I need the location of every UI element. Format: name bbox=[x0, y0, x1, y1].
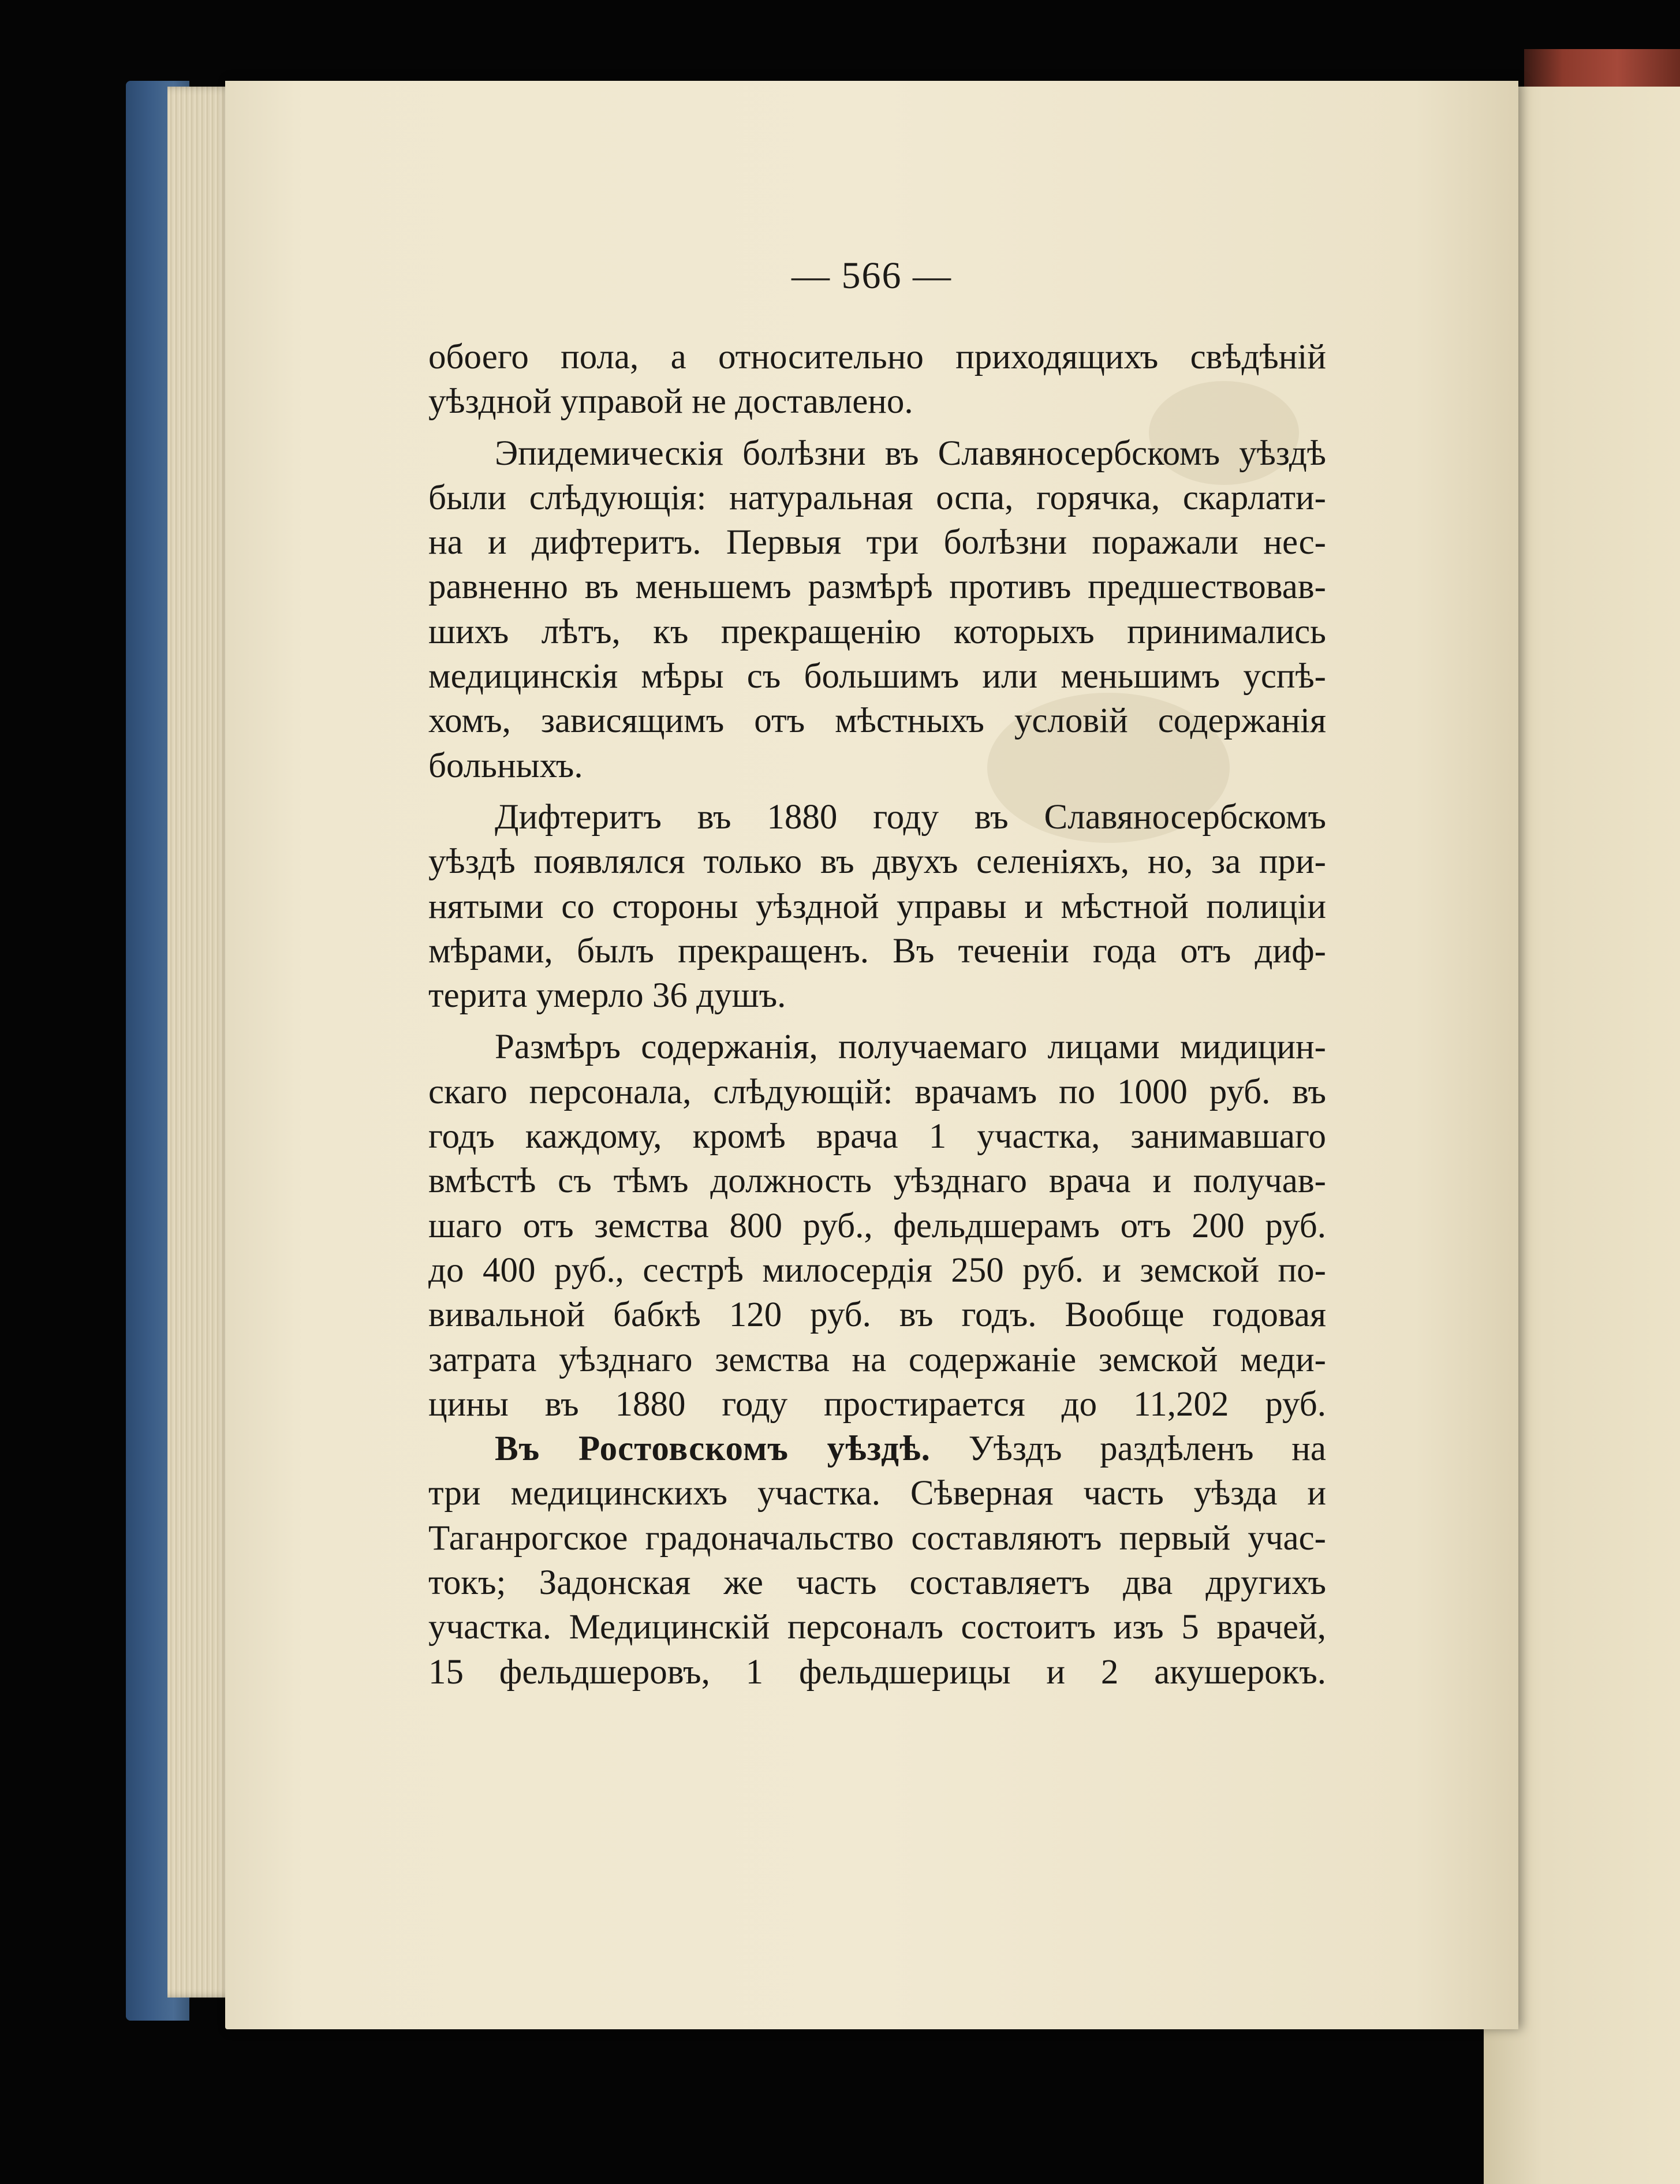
text-line: шихъ лѣтъ, къ прекращенію которыхъ принимались bbox=[428, 612, 1326, 651]
text-line: уѣздной управой не доставлено. bbox=[428, 382, 913, 421]
text-line: участка. Медицинскій персоналъ состоитъ изъ 5 врачей, bbox=[428, 1608, 1326, 1647]
text-line: на и дифтеритъ. Первыя три болѣзни поражали нес- bbox=[428, 523, 1326, 562]
body-text bbox=[428, 335, 1326, 1694]
text-line: вмѣстѣ съ тѣмъ должность уѣзднаго врача и получав- bbox=[428, 1162, 1326, 1201]
section-heading: Въ Ростовскомъ уѣздѣ. bbox=[495, 1429, 931, 1469]
text-line: годъ каждому, кромѣ врача 1 участка, занимавшаго bbox=[428, 1117, 1326, 1156]
text-line: токъ; Задонская же часть составляетъ два другихъ bbox=[428, 1563, 1326, 1603]
text-line: цины въ 1880 году простирается до 11,202 руб. bbox=[428, 1384, 1326, 1424]
section-line bbox=[428, 1427, 1326, 1471]
text-line: затрата уѣзднаго земства на содержаніе земской меди- bbox=[428, 1340, 1326, 1379]
text-line: обоего пола, а относительно приходящихъ свѣдѣній bbox=[428, 338, 1326, 376]
text-line: Дифтеритъ въ 1880 году въ Славяносербскомъ bbox=[495, 797, 1326, 837]
text-line: Размѣръ содержанія, получаемаго лицами мидицин- bbox=[495, 1028, 1326, 1067]
text-line: нятыми со стороны уѣздной управы и мѣстной полиціи bbox=[428, 887, 1326, 926]
text-line: Эпидемическія болѣзни въ Славяносербскомъ уѣздѣ bbox=[495, 434, 1326, 473]
text-line: Таганрогское градоначальство составляютъ первый учас- bbox=[428, 1518, 1326, 1558]
text-line: терита умерло 36 душъ. bbox=[428, 976, 786, 1016]
text-line: шаго отъ земства 800 руб., фельдшерамъ отъ 200 руб. bbox=[428, 1206, 1326, 1245]
text-line: уѣздѣ появлялся только въ двухъ селеніяхъ, но, за при- bbox=[428, 842, 1326, 882]
book-page bbox=[225, 81, 1518, 2029]
text-line: 15 фельдшеровъ, 1 фельдшерицы и 2 акушерокъ. bbox=[428, 1652, 1326, 1692]
text-line: были слѣдующія: натуральная оспа, горячка, скарлати- bbox=[428, 478, 1326, 517]
text-line: равненно въ меньшемъ размѣрѣ противъ предшествовав- bbox=[428, 568, 1326, 607]
text-line: больныхъ. bbox=[428, 746, 583, 785]
text-line: медицинскія мѣры съ большимъ или меньшимъ успѣ- bbox=[428, 657, 1326, 696]
text-line: хомъ, зависящимъ отъ мѣстныхъ условій содержанія bbox=[428, 701, 1326, 741]
text-line: вивальной бабкѣ 120 руб. въ годъ. Вообще годовая bbox=[428, 1296, 1326, 1335]
page-number: — 566 — bbox=[792, 255, 952, 297]
text-line: три медицинскихъ участка. Сѣверная часть уѣзда и bbox=[428, 1474, 1326, 1513]
text-line: мѣрами, былъ прекращенъ. Въ теченіи года отъ диф- bbox=[428, 931, 1326, 970]
text-line: скаго персонала, слѣдующій: врачамъ по 1000 руб. въ bbox=[428, 1072, 1326, 1111]
text-line: до 400 руб., сестрѣ милосердія 250 руб. и земской по- bbox=[428, 1250, 1326, 1290]
section-line-text: Уѣздъ раздѣленъ на bbox=[968, 1429, 1326, 1469]
